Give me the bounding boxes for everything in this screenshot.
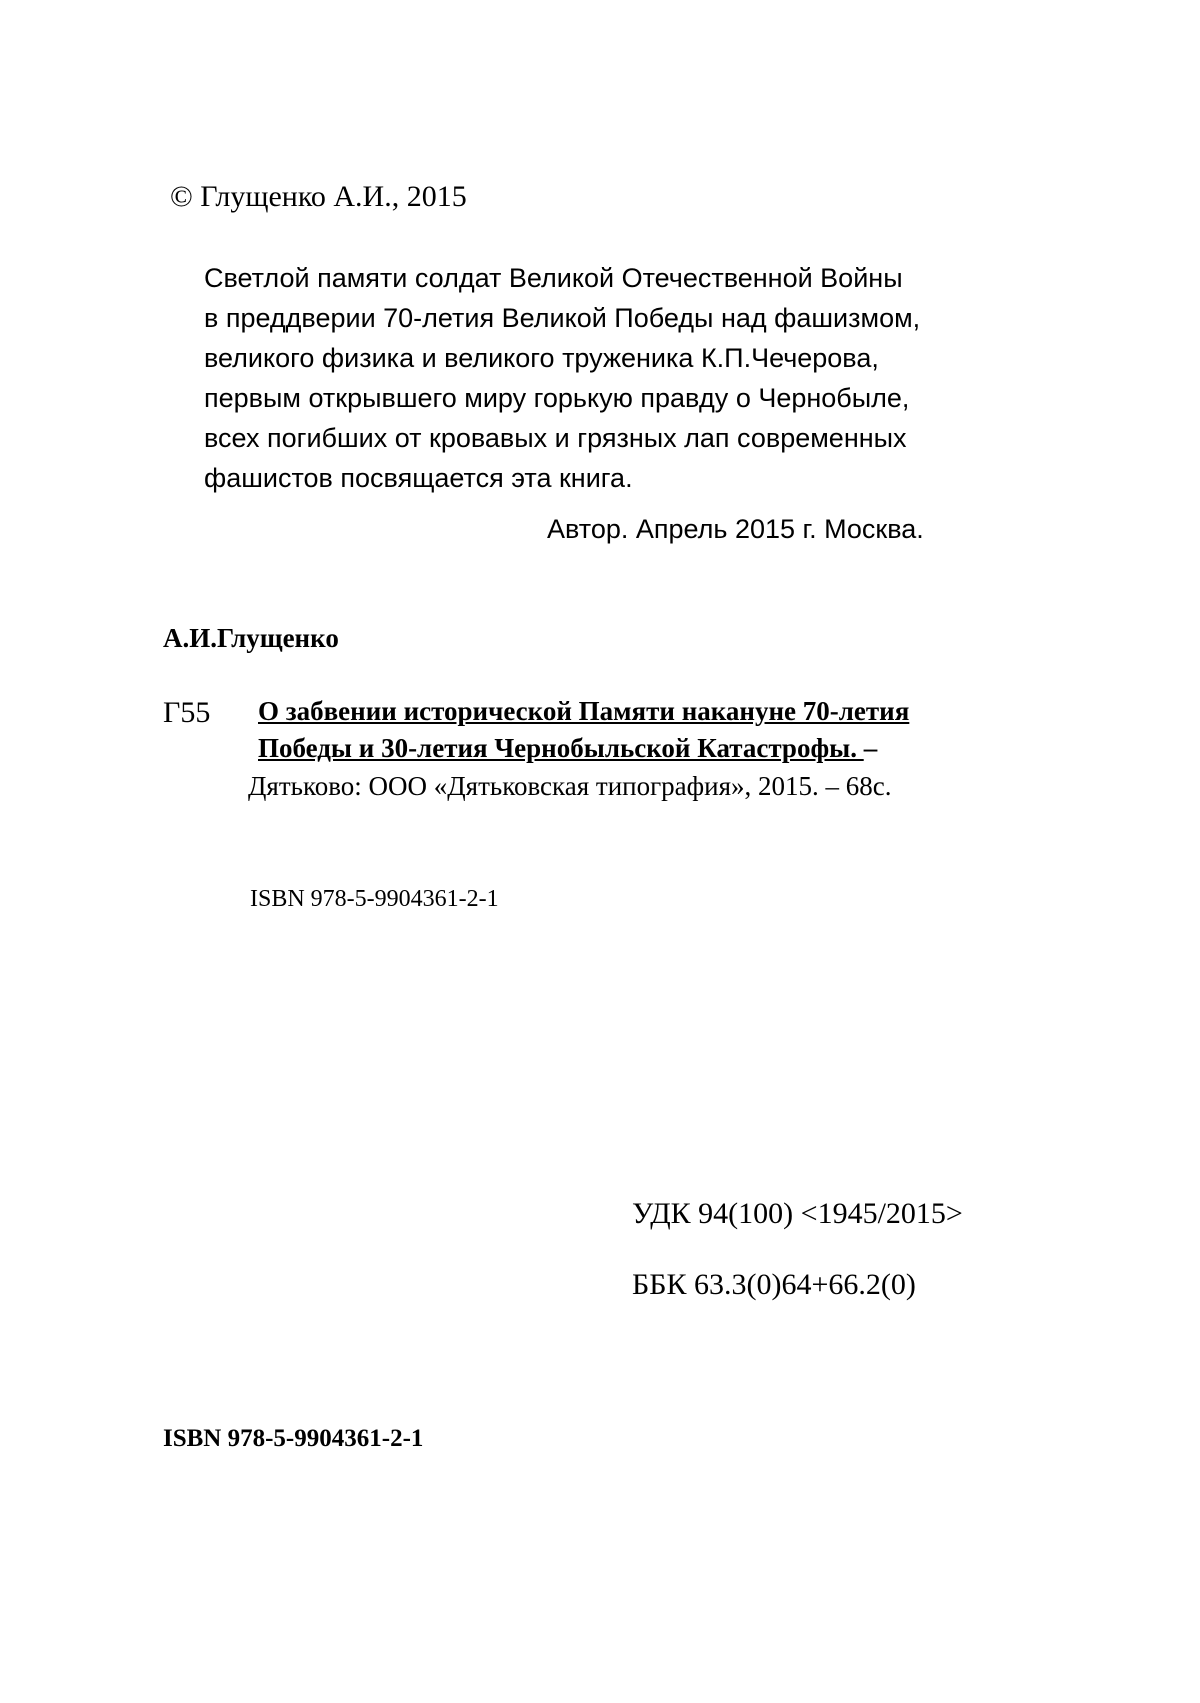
dedication-line: всех погибших от кровавых и грязных лап современных — [204, 423, 907, 453]
dedication-line: великого физика и великого труженика К.П.Чечерова, — [204, 343, 879, 373]
dedication-signature: Автор. Апрель 2015 г. Москва. — [547, 514, 924, 544]
book-title-line2-text: Победы и 30-летия Чернобыльской Катастрофы. — [258, 733, 864, 763]
udk-code: УДК 94(100) <1945/2015> — [632, 1197, 963, 1230]
publisher-line: Дятьково: ООО «Дятьковская типография», 2015. – 68с. — [248, 771, 892, 801]
book-title-dash: – — [863, 733, 878, 763]
isbn-entry: ISBN 978-5-9904361-2-1 — [250, 886, 499, 912]
author-code: Г55 — [163, 696, 211, 729]
bbk-code: ББК 63.3(0)64+66.2(0) — [632, 1268, 916, 1301]
book-title-line1: О забвении исторической Памяти накануне 70-летия — [258, 696, 910, 726]
footer-isbn: ISBN 978-5-9904361-2-1 — [163, 1425, 424, 1452]
dedication-line: Светлой памяти солдат Великой Отечественной Войны — [204, 263, 903, 293]
dedication-line: фашистов посвящается эта книга. — [204, 463, 633, 493]
copyright-line: © Глущенко А.И., 2015 — [170, 180, 467, 213]
dedication-line: первым открывшего миру горькую правду о Чернобыле, — [204, 383, 910, 413]
author-name: А.И.Глущенко — [163, 623, 339, 653]
dedication-line: в преддверии 70-летия Великой Победы над фашизмом, — [204, 303, 921, 333]
book-title-line2 — [258, 733, 877, 764]
dedication-block — [204, 258, 920, 498]
